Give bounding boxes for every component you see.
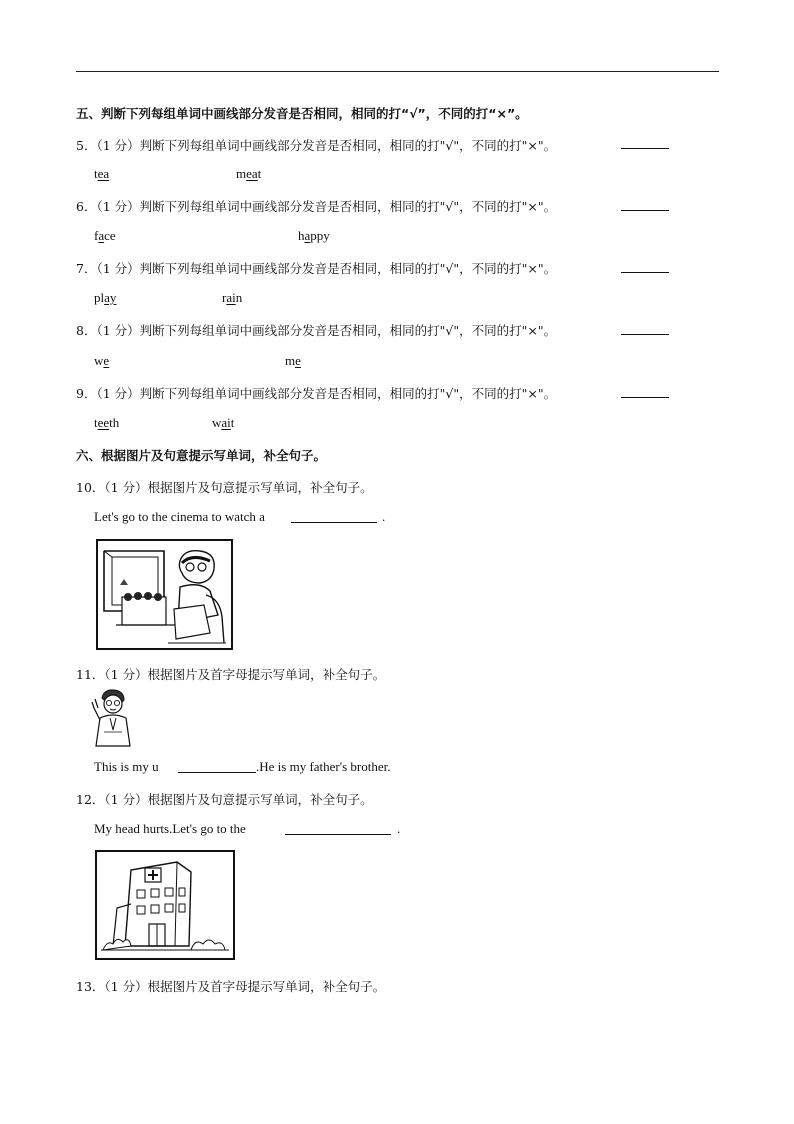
question-text: （1 分）判断下列每组单词中画线部分发音是否相同，相同的打"√"，不同的打"×"。 <box>96 261 557 276</box>
word-me: me <box>285 353 301 368</box>
question-text: （1 分）判断下列每组单词中画线部分发音是否相同，相同的打"√"，不同的打"×"。 <box>96 323 557 338</box>
question-text: （1 分）根据图片及首字母提示写单词，补全句子。 <box>104 979 386 994</box>
question-12 <box>76 790 373 808</box>
question-number: 8． <box>76 323 97 338</box>
answer-blank-8[interactable] <box>621 334 669 335</box>
question-5 <box>76 136 556 154</box>
sentence-12-end: . <box>397 821 401 836</box>
word-tea: tea <box>94 166 110 181</box>
question-text: （1 分）判断下列每组单词中画线部分发音是否相同，相同的打"√"，不同的打"×"。 <box>96 199 557 214</box>
question-number: 7． <box>76 261 97 276</box>
sentence-10: Let's go to the cinema to watch a <box>94 509 265 524</box>
sentence-11-end: .He is my father's brother. <box>256 759 391 774</box>
question-number: 12． <box>76 792 105 807</box>
question-6 <box>76 197 556 215</box>
word-play: play <box>94 290 117 305</box>
answer-blank-12[interactable] <box>285 834 391 835</box>
question-text: （1 分）判断下列每组单词中画线部分发音是否相同，相同的打"√"，不同的打"×"。 <box>96 386 557 401</box>
answer-blank-6[interactable] <box>621 210 669 211</box>
word-teeth: teeth <box>94 415 120 430</box>
question-number: 13． <box>76 979 105 994</box>
word-meat: meat <box>236 166 262 181</box>
answer-blank-9[interactable] <box>621 397 669 398</box>
question-11 <box>76 665 385 683</box>
question-10 <box>76 478 373 496</box>
hospital-picture <box>95 850 235 960</box>
question-9 <box>76 384 556 402</box>
section-5-title: 五、判断下列每组单词中画线部分发音是否相同，相同的打“√”，不同的打“×”。 <box>76 106 528 121</box>
answer-blank-7[interactable] <box>621 272 669 273</box>
word-face: face <box>94 228 116 243</box>
answer-blank-10[interactable] <box>291 522 377 523</box>
question-number: 5． <box>76 138 97 153</box>
sentence-10-end: . <box>382 509 386 524</box>
answer-blank-5[interactable] <box>621 148 669 149</box>
question-8 <box>76 321 556 339</box>
sentence-12: My head hurts.Let's go to the <box>94 821 246 836</box>
section-6-title: 六、根据图片及句意提示写单词，补全句子。 <box>76 448 327 463</box>
question-text: （1 分）根据图片及句意提示写单词，补全句子。 <box>104 792 373 807</box>
answer-blank-11[interactable] <box>178 772 256 773</box>
question-text: （1 分）根据图片及首字母提示写单词，补全句子。 <box>104 667 386 682</box>
sentence-11-start: This is my u <box>94 759 159 774</box>
cinema-picture <box>96 539 233 650</box>
header-rule <box>76 71 719 72</box>
word-rain: rain <box>222 290 243 305</box>
question-number: 9． <box>76 386 97 401</box>
question-text: （1 分）判断下列每组单词中画线部分发音是否相同，相同的打"√"，不同的打"×"。 <box>96 138 557 153</box>
word-wait: wait <box>212 415 235 430</box>
question-7 <box>76 259 556 277</box>
question-text: （1 分）根据图片及句意提示写单词，补全句子。 <box>104 480 373 495</box>
word-we: we <box>94 353 110 368</box>
word-happy: happy <box>298 228 330 243</box>
question-number: 10． <box>76 480 105 495</box>
question-number: 6． <box>76 199 97 214</box>
question-13 <box>76 977 385 995</box>
question-number: 11． <box>76 667 105 682</box>
uncle-picture <box>90 688 136 750</box>
